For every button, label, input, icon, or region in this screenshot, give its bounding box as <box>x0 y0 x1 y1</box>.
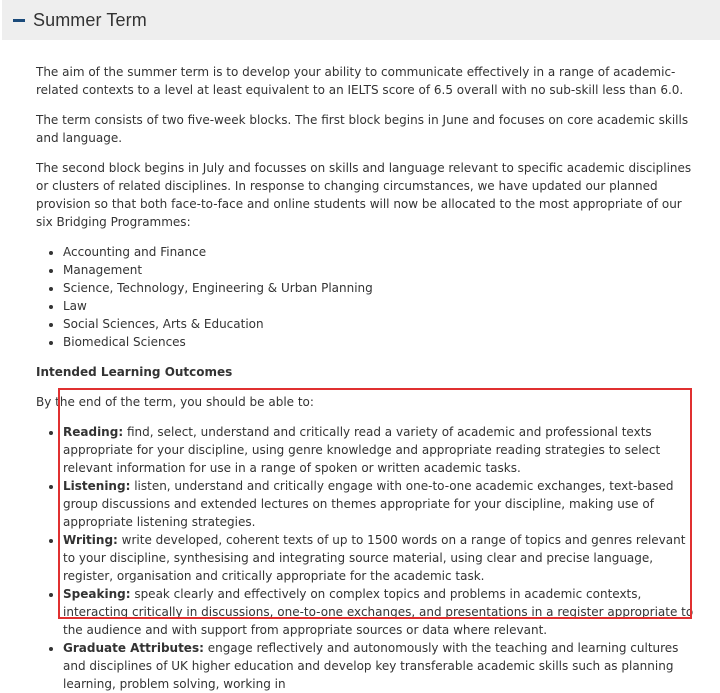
outcome-text: engage reflectively and autonomously with the teaching and learning cultures and disciplines of UK higher education and develop key transferable academic skills such as planning learning, problem solving, working in <box>63 641 679 691</box>
outcome-term: Listening: <box>63 479 131 493</box>
list-item: • Social Sciences, Arts & Education <box>63 315 696 333</box>
outcomes-intro: By the end of the term, you should be able to: <box>36 395 314 409</box>
list-item: • Biomedical Sciences <box>63 333 696 351</box>
outcome-term: Writing: <box>63 533 118 547</box>
intro-paragraph-1: The aim of the summer term is to develop your ability to communicate effectively in a range of academic-related contexts to a level at least equivalent to an IELTS score of 6.5 overall with no sub-skill less than 6.0. <box>36 65 684 97</box>
outcome-text: speak clearly and effectively on complex topics and problems in academic contexts, interacting critically in discussions, one-to-one exchanges, and presentations in a register appropriate to the audience and with support from appropriate sources or data where relevant. <box>63 587 694 637</box>
outcome-writing <box>63 531 696 585</box>
programmes-list <box>36 243 696 351</box>
outcome-text: find, select, understand and critically read a variety of academic and professional texts appropriate for your discipline, using genre knowledge and appropriate reading strategies to select relevant information for use in a range of spoken or written academic tasks. <box>63 425 661 475</box>
outcome-term: Speaking: <box>63 587 131 601</box>
outcome-text: write developed, coherent texts of up to 1500 words on a range of topics and genres relevant to your discipline, synthesising and integrating source material, using clear and precise language, register, organisation and critically appropriate for the academic task. <box>63 533 686 583</box>
outcome-text: listen, understand and critically engage with one-to-one academic exchanges, text-based group discussions and extended lectures on themes appropriate for your discipline, making use of appropriate listening strategies. <box>63 479 674 529</box>
list-item: • Law <box>63 297 696 315</box>
outcomes-list <box>36 423 696 693</box>
outcome-reading <box>63 423 696 477</box>
outcome-speaking <box>63 585 696 639</box>
accordion-content <box>36 63 696 693</box>
outcome-listening <box>63 477 696 531</box>
list-item: • Science, Technology, Engineering & Urban Planning <box>63 279 696 297</box>
outcome-graduate-attributes <box>63 639 696 693</box>
accordion-title: Summer Term <box>33 9 147 30</box>
intro-paragraph-3: The second block begins in July and focusses on skills and language relevant to specific academic disciplines or clusters of related disciplines. In response to changing circumstances, we have updated our planned provision so that both face-to-face and online students will now be allocated to the most appropriate of our six Bridging Programmes: <box>36 161 692 229</box>
list-item: • Management <box>63 261 696 279</box>
outcomes-heading: Intended Learning Outcomes <box>36 365 233 379</box>
accordion-header-summer-term[interactable] <box>2 0 720 40</box>
outcome-term: Reading: <box>63 425 124 439</box>
outcome-term: Graduate Attributes: <box>63 641 204 655</box>
intro-paragraph-2: The term consists of two five-week blocks. The first block begins in June and focuses on core academic skills and language. <box>36 113 689 145</box>
list-item: • Accounting and Finance <box>63 243 696 261</box>
minus-icon[interactable] <box>13 19 25 22</box>
